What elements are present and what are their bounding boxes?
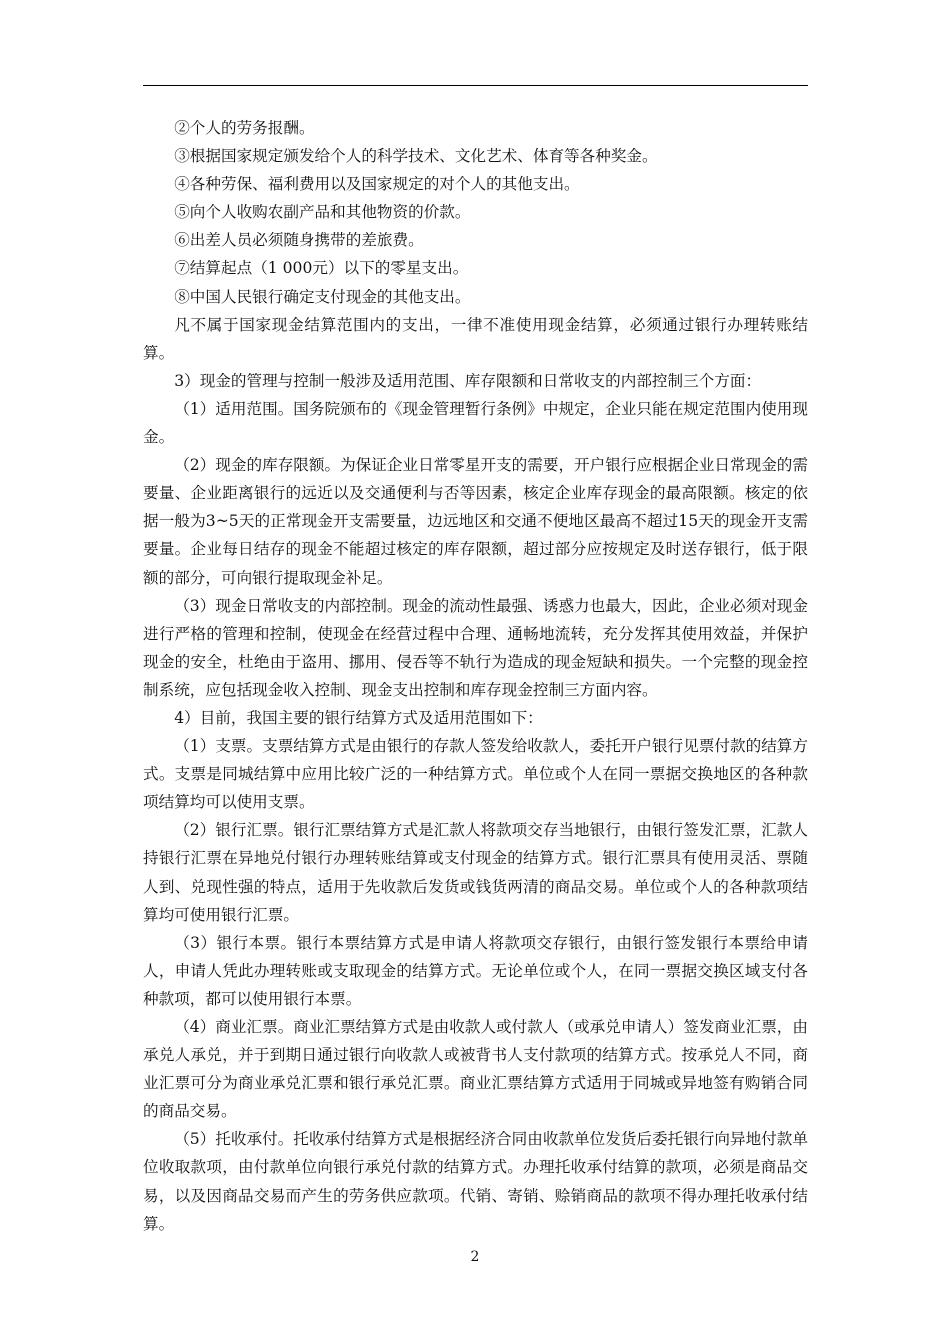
page-number: 2 [470,1249,480,1265]
paragraph: ②个人的劳务报酬。 [174,119,315,137]
header-rule [143,85,808,86]
paragraph: 凡不属于国家现金结算范围内的支出，一律不准使用现金结算，必须通过银行办理转账结算。 [143,315,808,362]
paragraph: ⑥出差人员必须随身携带的差旅费。 [174,231,424,250]
paragraph: ③根据国家规定颁发给个人的科学技术、文化艺术、体育等各种奖金。 [174,147,658,166]
paragraph: ⑦结算起点（1 000元）以下的零星支出。 [174,259,469,278]
paragraph: （2）银行汇票。银行汇票结算方式是汇款人将款项交存当地银行，由银行签发汇票，汇款人持银行汇票在异地兑付银行办理转账结算或支付现金的结算方式。银行汇票具有使用灵活、票随人到、兑现性强的特点，适用于先收款后发货或钱货两清的商品交易。单位或个人的各种款项结算均可使用银行汇票。 [143,821,808,924]
paragraph: （3）银行本票。银行本票结算方式是申请人将款项交存银行，由银行签发银行本票给申请人，申请人凭此办理转账或支取现金的结算方式。无论单位或个人，在同一票据交换区域支付各种款项，都可以使用银行本票。 [143,933,808,1008]
paragraph: ⑤向个人收购农副产品和其他物资的价款。 [174,203,471,222]
paragraph: （4）商业汇票。商业汇票结算方式是由收款人或付款人（或承兑申请人）签发商业汇票，由承兑人承兑，并于到期日通过银行向收款人或被背书人支付款项的结算方式。按承兑人不同，商业汇票可分为商业承兑汇票和银行承兑汇票。商业汇票结算方式适用于同城或异地签有购销合同的商品交易。 [143,1018,808,1121]
paragraph: 4）目前，我国主要的银行结算方式及适用范围如下： [174,708,543,727]
paragraph: ④各种劳保、福利费用以及国家规定的对个人的其他支出。 [174,175,580,194]
paragraph: （1）支票。支票结算方式是由银行的存款人签发给收款人，委托开户银行见票付款的结算方式。支票是同城结算中应用比较广泛的一种结算方式。单位或个人在同一票据交换地区的各种款项结算均可以使用支票。 [143,737,808,812]
paragraph: （5）托收承付。托收承付结算方式是根据经济合同由收款单位发货后委托银行向异地付款单位收取款项，由付款单位向银行承兑付款的结算方式。办理托收承付结算的款项，必须是商品交易，以及因商品交易而产生的劳务供应款项。代销、寄销、赊销商品的款项不得办理托收承付结算。 [143,1130,808,1233]
body-text [143,114,808,1238]
paragraph: （2）现金的库存限额。为保证企业日常零星开支的需要，开户银行应根据企业日常现金的需要量、企业距离银行的远近以及交通便利与否等因素，核定企业库存现金的最高限额。核定的依据一般为3~5天的正常现金开支需要量，边远地区和交通不便地区最高不超过15天的现金开支需要量。企业每日结存的现金不能超过核定的库存限额，超过部分应按规定及时送存银行，低于限额的部分，可向银行提取现金补足。 [143,456,808,587]
paragraph: （3）现金日常收支的内部控制。现金的流动性最强、诱惑力也最大，因此，企业必须对现金进行严格的管理和控制，使现金在经营过程中合理、通畅地流转，充分发挥其使用效益，并保护现金的安全，杜绝由于盗用、挪用、侵吞等不轨行为造成的现金短缺和损失。一个完整的现金控制系统，应包括现金收入控制、现金支出控制和库存现金控制三方面内容。 [143,596,808,699]
paragraph: （1）适用范围。国务院颁布的《现金管理暂行条例》中规定，企业只能在规定范围内使用现金。 [143,399,808,447]
paragraph: 3）现金的管理与控制一般涉及适用范围、库存限额和日常收支的内部控制三个方面： [174,371,762,390]
paragraph: ⑧中国人民银行确定支付现金的其他支出。 [174,287,471,306]
